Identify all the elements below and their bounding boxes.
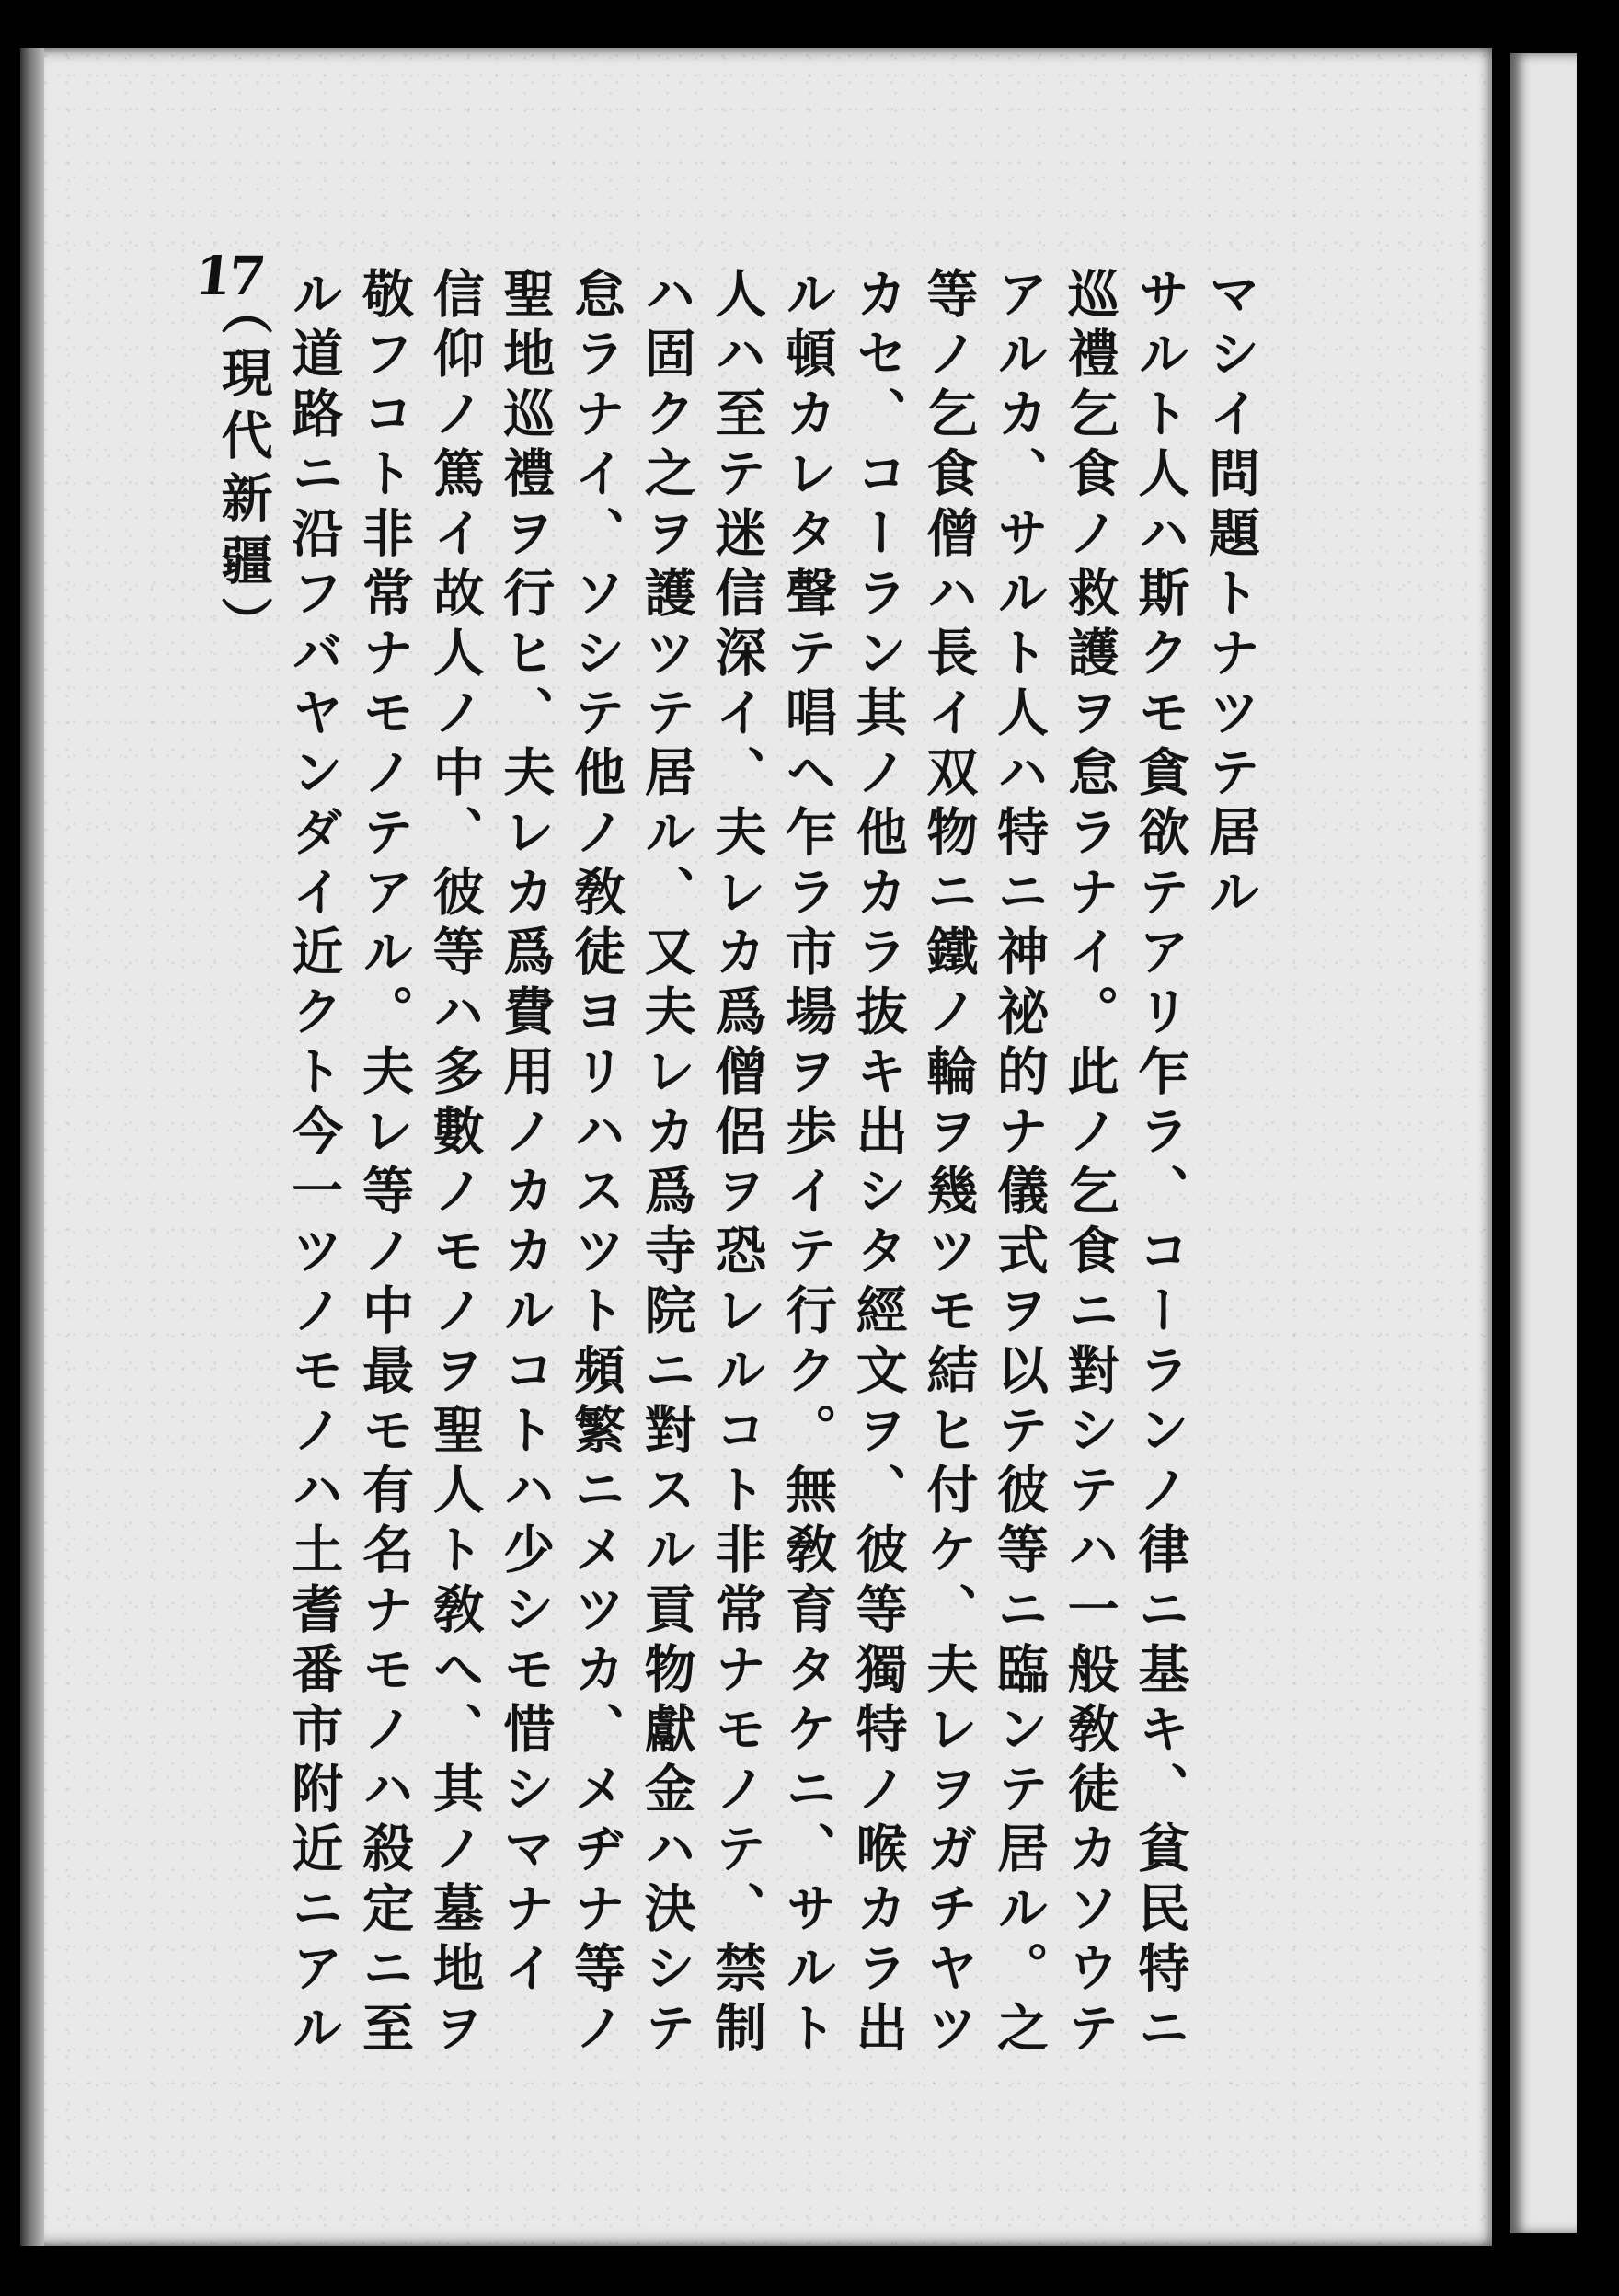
text-column-5: 等ノ乞食僧ハ長イ双物ニ鐵ノ輪ヲ幾ツモ結ヒ付ケ、夫レヲガチヤツ: [918, 267, 979, 2061]
text-column-13: 敬フコト非常ナモノテアル。夫レ等ノ中最モ有名ナモノハ殺定ニ至: [353, 267, 414, 2061]
text-column-2: サルト人ハ斯クモ貪欲テアリ乍ラ、コーランノ律ニ基キ、貧民特ニ: [1130, 267, 1190, 2061]
page-gutter-shadow: [20, 48, 44, 2246]
text-column-4: アルカ、サルト人ハ特ニ神祕的ナ儀式ヲ以テ彼等ニ臨ンテ居ル。之: [988, 267, 1049, 2061]
source-citation: （現代新疆）: [212, 283, 273, 659]
text-column-8: 人ハ至テ迷信深イ、夫レカ爲僧侶ヲ恐レルコト非常ナモノテ、禁制: [706, 267, 767, 2061]
text-column-3: 巡禮乞食ノ救護ヲ怠ラナイ。此ノ乞食ニ對シテハ一般敎徒カソウテ: [1059, 267, 1120, 2061]
text-column-14: ル道路ニ沿フバヤンダイ近クト今一ツノモノハ土耆番市附近ニアル: [283, 267, 344, 2061]
text-column-12: 信仰ノ篤イ故人ノ中、彼等ハ多數ノモノヲ聖人ト敎へ、其ノ墓地ヲ: [424, 267, 485, 2061]
text-column-11: 聖地巡禮ヲ行ヒ、夫レカ爲費用ノカカルコトハ少シモ惜シマナイ: [495, 267, 556, 2001]
text-column-1: マシイ問題トナツテ居ル: [1200, 267, 1260, 924]
text-column-10: 怠ラナイ、ソシテ他ノ敎徒ヨリハスツト頻繁ニメツカ、メヂナ等ノ: [565, 267, 626, 2061]
text-column-7: ル頓カレタ聲テ唱ヘ乍ラ市場ヲ歩イテ行ク。無敎育タケニ、サルト: [776, 267, 837, 2061]
vertical-text-block: [210, 267, 1268, 2061]
page-number: 17: [191, 245, 266, 307]
text-column-6: カセ、コーラン其ノ他カラ抜キ出シタ經文ヲ、彼等獨特ノ喉カラ出: [847, 267, 908, 2061]
adjacent-page-edge: [1510, 53, 1577, 2233]
text-column-9: ハ固ク之ヲ護ツテ居ル、又夫レカ爲寺院ニ對スル貢物獻金ハ決シテ: [636, 267, 696, 2061]
